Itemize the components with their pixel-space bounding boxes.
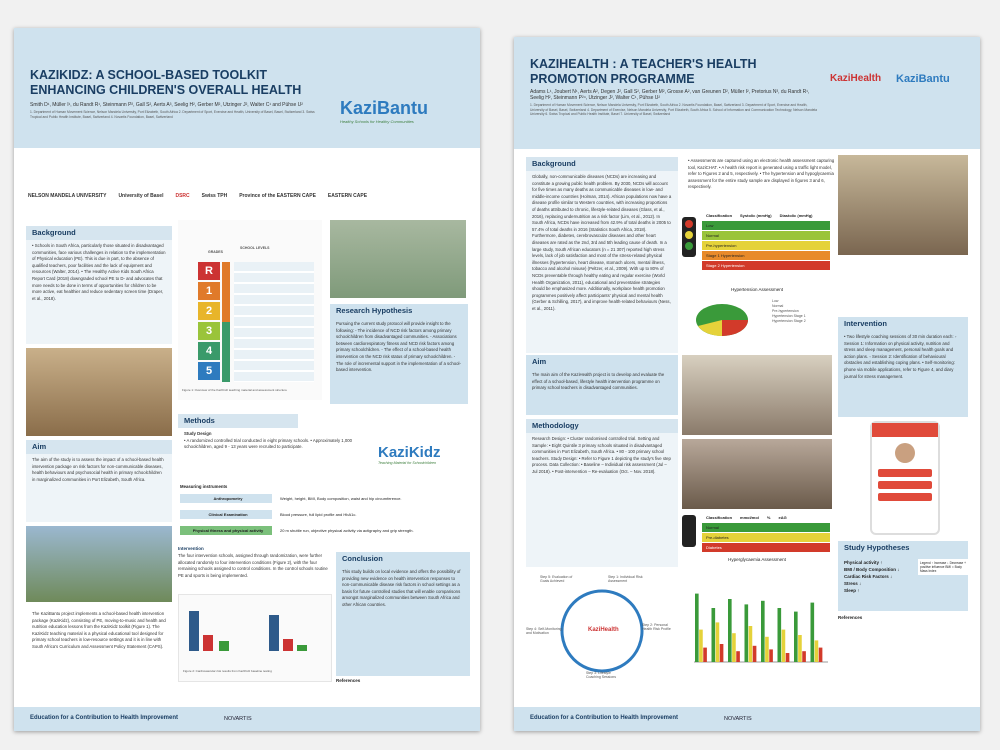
section-body: The main aim of the KaziHealth project is to develop and evaluate the effect of a school-based, lifestyle health intervention programme on primary school teachers in disadvantaged communities. — [532, 372, 665, 391]
kazihealth-cycle-diagram — [526, 571, 678, 691]
section-heading: Methodology — [526, 419, 678, 433]
bp-row-stage1: Stage 1 Hypertension — [702, 251, 830, 260]
col: Diastolic (mmHg) — [779, 213, 813, 218]
glyc-bar — [745, 604, 749, 662]
children-playing-photo — [330, 220, 466, 298]
figure2-svg — [179, 595, 331, 665]
col: eAG — [778, 515, 787, 520]
logo-swisstph: Swiss TPH — [201, 193, 228, 199]
grades-label: GRADES — [208, 250, 223, 254]
col: % — [766, 515, 771, 520]
kazikidz-logo — [378, 444, 464, 465]
poster2-methodology-section — [526, 419, 678, 567]
novartis-logo: NOVARTIS — [224, 716, 252, 722]
instrument-clinical: Clinical Examination — [180, 510, 272, 519]
football-field-photo — [26, 526, 172, 602]
glyc-bar — [794, 612, 798, 662]
glyc-bar — [769, 649, 773, 662]
foundation-phase-bar — [222, 262, 230, 322]
teacher-meeting-photo — [838, 155, 968, 255]
lesson-grid — [234, 262, 314, 382]
traffic-light-icon — [682, 515, 696, 547]
hyperglycaemia-bar-chart — [682, 557, 832, 689]
poster2-hypotheses-section — [838, 541, 968, 611]
grade-step-5: 5 — [198, 362, 220, 380]
section-heading: Methods — [178, 414, 298, 428]
instrument-fitness: Physical fitness and physical activity — [180, 526, 272, 535]
glyc-table-header — [702, 513, 830, 522]
figure2-bar-charts — [178, 594, 332, 682]
section-heading: Background — [26, 226, 172, 240]
section-body: Globally, non-communicable diseases (NCDs) are increasing and constitute a growing public health problem. By 2030, NCDs will account for five times as many deaths as communicable diseases in low- and middle-income countries (Holman, 2014). African populations now have a disease profile similar to Western countries, with increasing proportions of deaths attributed to chronic, lifestyle-related diseases (Glass, et al., 2016), replacing undernutrition as a risk factor (Lim, et al., 2012). In South Africa, NCDs have increased from 42.9% of total deaths in 2005 to 57.4% of total deaths in 2016 (Statistics South Africa, 2018). Furthermore, diabetes, cerebrovascular diseases and other heart diseases are rated as the 2nd, 3rd and 5th leading cause of death. In a large study, South African educators (n = 21 307) reported high stress levels, lack of job satisfaction and most of the stress-related physical illnesses (hypertension, heart disease, stomach ulcers, mental illness, tobacco and alcohol misuse) (Peltzer, et al., 2009). With up to 80% of NCDs preventable through healthy eating and regular exercise (World Health Organization, 2011), educational and preventative strategies should be emphasized more. Additionally, workplace health promotion programmes positively affect participants' physical and mental health (Gerber & Schilling, 2017), and improve health-related behaviours (Ness, et al., 2011). — [532, 174, 672, 311]
bar — [203, 635, 213, 651]
cycle-step-1: Step 1: Individual Risk Assessment — [608, 575, 643, 583]
poster1-authors — [30, 102, 320, 119]
poster1-methods-section — [178, 414, 468, 544]
legend-item: Pre-hypertension — [772, 309, 799, 313]
logo-basel: University of Basel — [118, 193, 164, 199]
bar — [283, 639, 293, 651]
study-design-text: • A randomized controlled trial conducted in eight primary schools. • Approximately 1,000 schoolchildren, aged 9 - 13 years were recruited to participate. — [184, 437, 353, 450]
poster2-authors — [530, 89, 820, 117]
school-levels-label: SCHOOL LEVELS — [240, 246, 270, 250]
glyc-bar — [765, 637, 769, 662]
instrument-desc: 20 m shuttle run, objective physical activity via actigraphy and grip strength. — [280, 528, 414, 533]
section-heading: Study Hypotheses — [838, 541, 968, 555]
kazikidz-name: KaziKidz — [378, 444, 441, 461]
figure2-caption: Figure 2: Cardiovascular risk results from KaziKidz baseline testing — [183, 669, 272, 673]
poster2-author-list: Adams L¹, Joubert N¹, Aerts A², Degen J², Gall S², Gerber M², Grosse A², van Greunen D², Müller I², Pretorius N³, du Randt R¹, Seelig H², Steinmann P²⁴, Utzinger J², Walter C¹, Pühse U² — [530, 89, 810, 101]
poster2-header — [514, 37, 980, 149]
chart-title: Hyperglycaemia Assessment — [728, 557, 786, 562]
glyc-row-normal: Normal — [702, 523, 830, 532]
bp-traffic-light-table — [682, 211, 832, 281]
glyc-bar — [728, 599, 732, 662]
poster2-background-section — [526, 157, 678, 353]
glyc-bar — [703, 648, 707, 662]
poster2-affiliations: 1. Department of Human Movement Science, Nelson Mandela University, Port Elizabeth, South Africa 2. Novartis Foundation, Basel, Switzerland 3. Department of Sport, Exercise and Health, University of Basel, Basel, Switzerland 4. Department of Exercise, Nelson Mandela University, Port Elizabeth, South Africa 5. School of Information and Communication Technology, Nelson Mandela University 6. Swiss Tropical and Public Health Institute, Basel 7. University of Basel, Switzerland — [530, 103, 817, 117]
logo-eastern-cape-1: Province of the EASTERN CAPE — [239, 193, 316, 199]
poster1-conclusion-section — [336, 552, 470, 676]
bp-table-header — [702, 211, 830, 220]
kazibantu-name: KaziBantu — [896, 73, 950, 85]
col: Systolic (mmHg) — [740, 213, 772, 218]
hypothesis-item: Physical activity ↑ — [844, 560, 883, 565]
instrument-desc: Blood pressure, full lipid profile and HbA1c. — [280, 512, 357, 517]
glyc-bar — [753, 646, 757, 662]
pie-legend — [772, 299, 806, 324]
section-body: This study builds on local evidence and offers the possibility of providing new evidence on health intervention responses to non-communicable disease risk factors in school settings as a basis for future controlled studies that will enable comparisons amongst marginalized communities between South Africa and other African countries. — [342, 569, 461, 607]
poster1-title: KAZIKIDZ: A SCHOOL-BASED TOOLKIT ENHANCING CHILDREN'S OVERALL HEALTH — [30, 68, 302, 97]
project-description: The KaziBantu project implements a school-based health intervention package (KaziKidz), consisting of PE, moving-to-music and health and nutrition education lessons from the KaziKidz toolkit (Figure 1). The KaziKidz teaching material is a physical educational tool designed for primary school teachers in low-resource settings and it is in line with South Africa's Curriculum and Assessment Policy Statement (CAPS). — [32, 611, 166, 649]
poster1-header — [14, 28, 480, 148]
section-heading: Research Hypothesis — [330, 304, 468, 318]
kazibantu-tagline: Healthy Schools for Healthy Communities — [340, 119, 414, 124]
poster1-author-list: Smith D¹, Müller I¹, du Randt R¹, Steinmann P², Gall S², Aerts A³, Seelig H², Gerber M², Utzinger J², Walter C¹ and Pühse U² — [30, 102, 303, 108]
section-heading: Aim — [26, 440, 172, 454]
bp-row-normal: Normal — [702, 231, 830, 240]
classroom-photo — [26, 348, 172, 436]
poster-kazihealth — [514, 37, 980, 731]
intervention-label: Intervention — [178, 546, 204, 551]
cycle-step-3: Step 3: Lifestyle Coaching Sessions — [586, 671, 616, 679]
bar — [219, 641, 229, 651]
kazibantu-name: KaziBantu — [340, 98, 429, 118]
poster-kazikidz — [14, 28, 480, 731]
glyc-bar — [761, 601, 765, 662]
assessment-text: • Assessments are captured using an electronic health assessment capturing tool, KaziCHAT. • A health risk report is generated using a traffic light model, refer to Figures 2 and 5, respectively. • The hypertension and hypoglycaemia assessment for the entire study sample are displayed in figures 3 and 6, respectively. — [688, 158, 835, 190]
grade-step-2: 2 — [198, 302, 220, 320]
section-body: Pursuing the current study protocol will provide insight to the following: - The incidence of NCD risk factors among primary schoolchildren from disadvantaged communities. - Associations between cardiorespiratory fitness and NCD risk factors among primary schoolchildren. - The effect of a school-based health intervention on the NCD risk status of primary schoolchildren. - The role of incremental support in the implementation of a school-based intervention. — [336, 321, 461, 373]
hypertension-pie-chart — [682, 287, 832, 351]
poster1-affiliations: 1. Department of Human Movement Science, Nelson Mandela University, Port Elizabeth, South Africa 2. Department of Sport, Exercise and Health, University of Basel, Basel, Switzerland 3. Swiss Tropical and Public Health Institute, Basel, Switzerland 4. Novartis Foundation, Basel, Switzerland — [30, 110, 315, 119]
bar — [269, 615, 279, 651]
kazihealth-logo — [830, 73, 890, 109]
glyc-bar — [749, 626, 753, 662]
glyc-bar — [699, 630, 703, 662]
bp-row-low: Low — [702, 221, 830, 230]
figure1-caption: Figure 1: Overview of the KaziKidz teaching material and assessment structure — [182, 388, 287, 392]
hypotheses-list — [844, 559, 900, 594]
bp-row-stage2: Stage 2 Hypertension — [702, 261, 830, 270]
cycle-step-5: Step 5: Evaluation of Goals Achieved — [540, 575, 573, 583]
logo-dsrc: DSRC — [175, 193, 190, 199]
intervention-text: The four intervention schools, assigned through randomization, were further allocated randomly to four intervention conditions (Figure 2), with the four remaining schools assigned to control conditions. In the control schools routine PE and sports is being implemented. — [178, 553, 328, 578]
section-heading: Conclusion — [336, 552, 470, 566]
chart-title: Hypertension Assessment — [730, 287, 784, 292]
section-heading: Aim — [526, 355, 678, 369]
legend-item: Hypertension Stage 1 — [772, 314, 806, 318]
glyc-row-prediabetes: Pre-diabetes — [702, 533, 830, 542]
col: Classification — [706, 515, 733, 520]
bp-row-prehyp: Pre-hypertension — [702, 241, 830, 250]
glyc-bar — [802, 651, 806, 662]
poster1-aim-section — [26, 440, 172, 522]
poster2-title: KAZIHEALTH : A TEACHER'S HEALTH PROMOTION PROGRAMME — [530, 57, 757, 86]
section-body: The aim of the study is to assess the impact of a school-based health intervention package on risk factors for non-communicable diseases, health behaviours and psychosocial health in primary schoolchildren in marginalized communities in Port Elizabeth, South Africa. — [32, 457, 164, 482]
grade-step-1: 1 — [198, 282, 220, 300]
poster1-intervention — [178, 546, 330, 581]
section-body: Research Design: • Cluster randomised controlled trial. Setting and Sample: • Eight Quintile 3 primary schools situated in disadvantaged communities in Port Elizabeth, South Africa. • 80 - 100 primary school teachers. Study Design: • Refer to Figure 1 depicting the study's five step process. Data Collection: • Baseline – Individual risk assessment (Jul – Jul 2018). • Post-intervention – Re-evaluation (Oct. – Nov. 2018). — [532, 436, 671, 474]
glyc-bar — [786, 653, 790, 662]
hypothesis-item: Sleep ↑ — [844, 588, 860, 593]
bar — [297, 645, 307, 651]
hypothesis-item: Stress ↓ — [844, 581, 862, 586]
measuring-instruments-label: Measuring instruments — [180, 484, 228, 489]
section-heading: Background — [526, 157, 678, 171]
legend-item: Hypertension Stage 2 — [772, 319, 806, 323]
glyc-row-diabetes: Diabetes — [702, 543, 830, 552]
glyc-bar — [782, 630, 786, 662]
hypothesis-item: Cardiac Risk Factors ↓ — [844, 574, 893, 579]
glyc-bar — [716, 622, 720, 662]
grade-step-r: R — [198, 262, 220, 280]
col: Classification — [706, 213, 733, 218]
poster1-footer — [14, 707, 480, 731]
glyc-bar — [819, 648, 823, 662]
poster1-logo-strip — [14, 176, 480, 216]
novartis-logo: NOVARTIS — [724, 716, 752, 722]
pie-svg — [682, 292, 762, 342]
glyc-svg — [682, 562, 832, 682]
poster2-aim-section — [526, 355, 678, 415]
glyc-bar — [712, 608, 716, 662]
blood-test-photo — [682, 439, 832, 509]
glycaemia-traffic-light-table — [682, 513, 832, 553]
instrument-desc: Weight, height, BMI, Body composition, waist and hip circumference. — [280, 496, 402, 501]
hypothesis-item: BMI / Body Composition ↓ — [844, 567, 900, 572]
instrument-anthropometry: Anthropometry — [180, 494, 272, 503]
research-hypothesis-section — [330, 304, 468, 404]
logo-eastern-cape-2: EASTERN CAPE — [327, 193, 368, 199]
kazibantu-logo-small — [896, 73, 966, 109]
glyc-bar — [778, 608, 782, 662]
logo-nmu: NELSON MANDELA UNIVERSITY — [28, 193, 107, 199]
study-design-label: Study Design — [184, 431, 212, 436]
cycle-step-2: Step 2: Personal Health Risk Profile — [642, 623, 671, 631]
poster2-intervention-section — [838, 317, 968, 417]
mobile-app-mockup — [870, 421, 940, 535]
glyc-bar — [695, 594, 699, 662]
kazibantu-logo — [340, 98, 460, 134]
col: mmol/mol — [740, 515, 759, 520]
footer-text: Education for a Contribution to Health Improvement — [30, 715, 179, 721]
references-heading: References — [838, 615, 863, 620]
glyc-bar — [798, 635, 802, 662]
bar — [189, 611, 199, 651]
section-body: • Two lifestyle coaching sessions of 30 min duration each: ◦ Session 1: Information on physical activity, nutrition and stress and sleep management, personal health goals and action plans. ◦ Session 2: Identification of behavioural obstacles and establishing coping plans. • Self-monitoring: phone via mobile applications, refer to Figure 4, and diary journal for stress management. — [844, 334, 957, 379]
glyc-bar — [732, 633, 736, 662]
references-heading: References — [336, 678, 361, 683]
poster1-background-section — [26, 226, 172, 344]
kazikidz-structure-figure — [178, 220, 322, 400]
glyc-bar — [720, 644, 724, 662]
legend-item: Normal — [772, 304, 784, 308]
hypotheses-legend: Legend ↑ Increase ↓ Decrease + positive influence BMI = Body Mass Index — [918, 559, 968, 575]
traffic-light-icon — [682, 217, 696, 257]
legend-item: Low — [772, 299, 779, 303]
kazihealth-name: KaziHealth — [830, 73, 882, 84]
cycle-step-4: Step 4: Self-Monitoring and Motivation — [526, 627, 562, 635]
kazikidz-tagline: Teaching Material for Schoolchildren — [378, 461, 436, 465]
intermediate-phase-bar — [222, 322, 230, 382]
cycle-center-label: KaziHealth — [588, 627, 619, 633]
glyc-bar — [736, 651, 740, 662]
glyc-bar — [811, 603, 815, 662]
grade-step-3: 3 — [198, 322, 220, 340]
glyc-bar — [815, 640, 819, 662]
footer-text: Education for a Contribution to Health Improvement — [530, 715, 679, 721]
poster2-footer — [514, 707, 980, 731]
grade-step-4: 4 — [198, 342, 220, 360]
section-heading: Intervention — [838, 317, 968, 331]
pie-slice — [722, 320, 748, 336]
section-body: • Schools in South Africa, particularly those situated in disadvantaged communities, face various challenges in relation to the implementation of Physical education (PE). This is due in part, to the absence of qualified teachers, poor facilities and the lack of equipment and resources (Walter, 2014). • The Healthy Active Kids South Africa Report Card (2018) downgraded school PE to D- and advocates that more needs to be done in terms of opportunities for children to be more active, eat healthier and reduce sedentary screen time (Draper, et al., 2018). — [32, 243, 166, 301]
blood-pressure-photo — [682, 355, 832, 435]
